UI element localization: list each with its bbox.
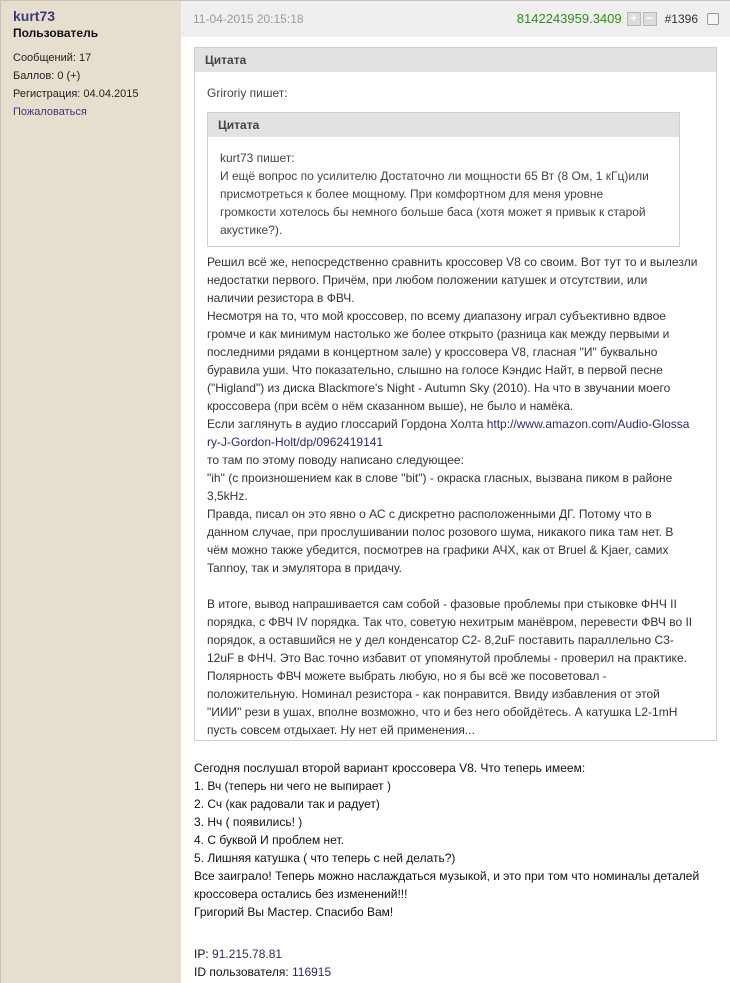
- text-line: В итоге, вывод напрашивается сам собой - фазовые проблемы при стыковке ФНЧ II: [207, 597, 677, 611]
- rate-plus-button[interactable]: +: [627, 12, 641, 26]
- post-line: Григорий Вы Мастер. Спасибо Вам!: [194, 905, 394, 919]
- text-line: последними рядами в концертном зале) у кроссовера V8, гласная "И" буквально: [207, 345, 658, 359]
- text-line: "ИИИ" рези в ушах, вполне возможно, что и без него обойдётесь. А катушка L2-1mH: [207, 705, 678, 719]
- text-line: положительную. Номинал резистора - как понравится. Ввиду избавления от этой: [207, 687, 660, 701]
- inner-quote-line: громкости хотелось бы немного больше баса (хотя может я привык к старой: [220, 205, 646, 219]
- post-number-link[interactable]: #1396: [664, 12, 698, 26]
- rate-minus-button[interactable]: −: [643, 12, 657, 26]
- inner-quote-line: акустике?).: [220, 223, 283, 237]
- user-stats: [13, 49, 181, 121]
- post-header-controls: [517, 1, 719, 37]
- text-line: Tannoy, так и эмулятора в придачу.: [207, 561, 402, 575]
- outer-quote-title: Цитата: [195, 48, 716, 72]
- post-content-column: [181, 1, 730, 983]
- username-link[interactable]: kurt73: [13, 8, 56, 24]
- quote-paragraph-1: [207, 253, 704, 739]
- text-line: Полярность ФВЧ можете выбрать любую, но я бы всё же посоветовал -: [207, 669, 607, 683]
- inner-quote-title: Цитата: [208, 113, 679, 137]
- text-line: то там по этому поводу написано следующее:: [207, 453, 464, 467]
- post-line: 1. Вч (теперь ни чего не выпирает ): [194, 779, 391, 793]
- post-line: 3. Нч ( появились! ): [194, 815, 303, 829]
- glossary-link-continued[interactable]: ry-J-Gordon-Holt/dp/0962419141: [207, 435, 384, 449]
- text-line: наличии резистора в ФВЧ.: [207, 291, 355, 305]
- text-line: Несмотря на то, что мой кроссовер, по всему диапазону играл субъективно вдвое: [207, 309, 666, 323]
- post-line: 2. Сч (как радовали так и радует): [194, 797, 380, 811]
- inner-quote-line: присмотреться к более мощному. При комфортном для меня уровне: [220, 187, 604, 201]
- text-line: 3,5kHz.: [207, 489, 248, 503]
- uid-row: [194, 963, 331, 981]
- post-line: 5. Лишняя катушка ( что теперь с ней делать?): [194, 851, 456, 865]
- points-count: Баллов: 0 (+): [13, 70, 81, 82]
- rating-value: 8142243959.3409: [516, 11, 622, 26]
- outer-quote: [194, 47, 717, 741]
- post-body: [194, 759, 719, 921]
- text-line: пусть совсем отдыхает. Ну нет ей применения...: [207, 723, 475, 737]
- post-line: 4. С буквой И проблем нет.: [194, 833, 344, 847]
- registration-date: Регистрация: 04.04.2015: [13, 88, 139, 100]
- text-line: ("Higland") из диска Blackmore's Night - Autumn Sky (2010). На что в звучании моего: [207, 381, 671, 395]
- inner-quote-body: [208, 137, 679, 239]
- post-date: 11-04-2015 20:15:18: [193, 12, 304, 26]
- paragraph-spacer: [207, 577, 704, 595]
- text-line: "ih" (с произношением как в слове "bit") - окраска гласных, вызвана пиком в районе: [207, 471, 673, 485]
- text-line: данном случае, при прослушивании полос розового шума, никакого пика там нет. В: [207, 525, 674, 539]
- select-post-checkbox[interactable]: [707, 13, 719, 25]
- glossary-line-2: [207, 433, 704, 451]
- text-line: 12uF в ФНЧ. Это Вас точно избавит от упомянутой проблемы - проверил на практике.: [207, 651, 687, 665]
- text-line: Решил всё же, непосредственно сравнить кроссовер V8 со своим. Вот тут то и вылезли: [207, 255, 698, 269]
- outer-quote-author: Griroriy пишет:: [207, 86, 288, 100]
- report-link[interactable]: Пожаловаться: [13, 106, 87, 118]
- inner-quote: [207, 112, 680, 247]
- text-line: кроссовера (при всём о нём сказанном выше), не было и намёка.: [207, 399, 574, 413]
- post-line: кроссовера остались без изменений!!!: [194, 887, 408, 901]
- user-sidebar: [1, 1, 181, 983]
- inner-quote-line: И ещё вопрос по усилителю Достаточно ли мощности 65 Вт (8 Ом, 1 кГц)или: [220, 169, 649, 183]
- post-header: [181, 1, 730, 37]
- ip-link[interactable]: 91.215.78.81: [212, 947, 283, 961]
- uid-label: ID пользователя:: [194, 965, 292, 979]
- ip-label: IP:: [194, 947, 213, 961]
- glossary-text: Если заглянуть в аудио глоссарий Гордона Холта: [207, 417, 487, 431]
- text-line: громче и как минимум настолько же более открыто (разница как между первыми и: [207, 327, 670, 341]
- post-meta: [194, 945, 331, 981]
- uid-link[interactable]: 116915: [292, 965, 332, 979]
- text-line: чём можно также убедится, посмотрев на графики АЧХ, как от Bruel & Kjaer, самих: [207, 543, 669, 557]
- text-line: буравила уши. Что показательно, слышно на голосе Кэндис Найт, в первой песне: [207, 363, 663, 377]
- inner-quote-author: kurt73 пишет:: [220, 151, 295, 165]
- ip-row: [194, 945, 331, 963]
- glossary-link[interactable]: http://www.amazon.com/Audio-Glossa: [486, 417, 690, 431]
- glossary-line: [207, 415, 704, 433]
- text-line: Правда, писал он это явно о АС с дискретно расположенными ДГ. Потому что в: [207, 507, 652, 521]
- text-line: порядок, а оставшийся не у дел конденсатор С2- 8,2uF поставить параллельно С3-: [207, 633, 674, 647]
- text-line: порядка, с ФВЧ IV порядка. Так что, советую нехитрым манёвром, перевести ФВЧ во II: [207, 615, 693, 629]
- messages-count: Сообщений: 17: [13, 52, 92, 64]
- post-line: Сегодня послушал второй вариант кроссовера V8. Что теперь имеем:: [194, 761, 586, 775]
- text-line: недостатки первого. Причём, при любом положении катушек и отсутствии, или: [207, 273, 648, 287]
- user-role: Пользователь: [13, 26, 99, 40]
- outer-quote-body: [195, 72, 716, 739]
- post-line: Все заиграло! Теперь можно наслаждаться музыкой, и это при том что номиналы деталей: [194, 869, 700, 883]
